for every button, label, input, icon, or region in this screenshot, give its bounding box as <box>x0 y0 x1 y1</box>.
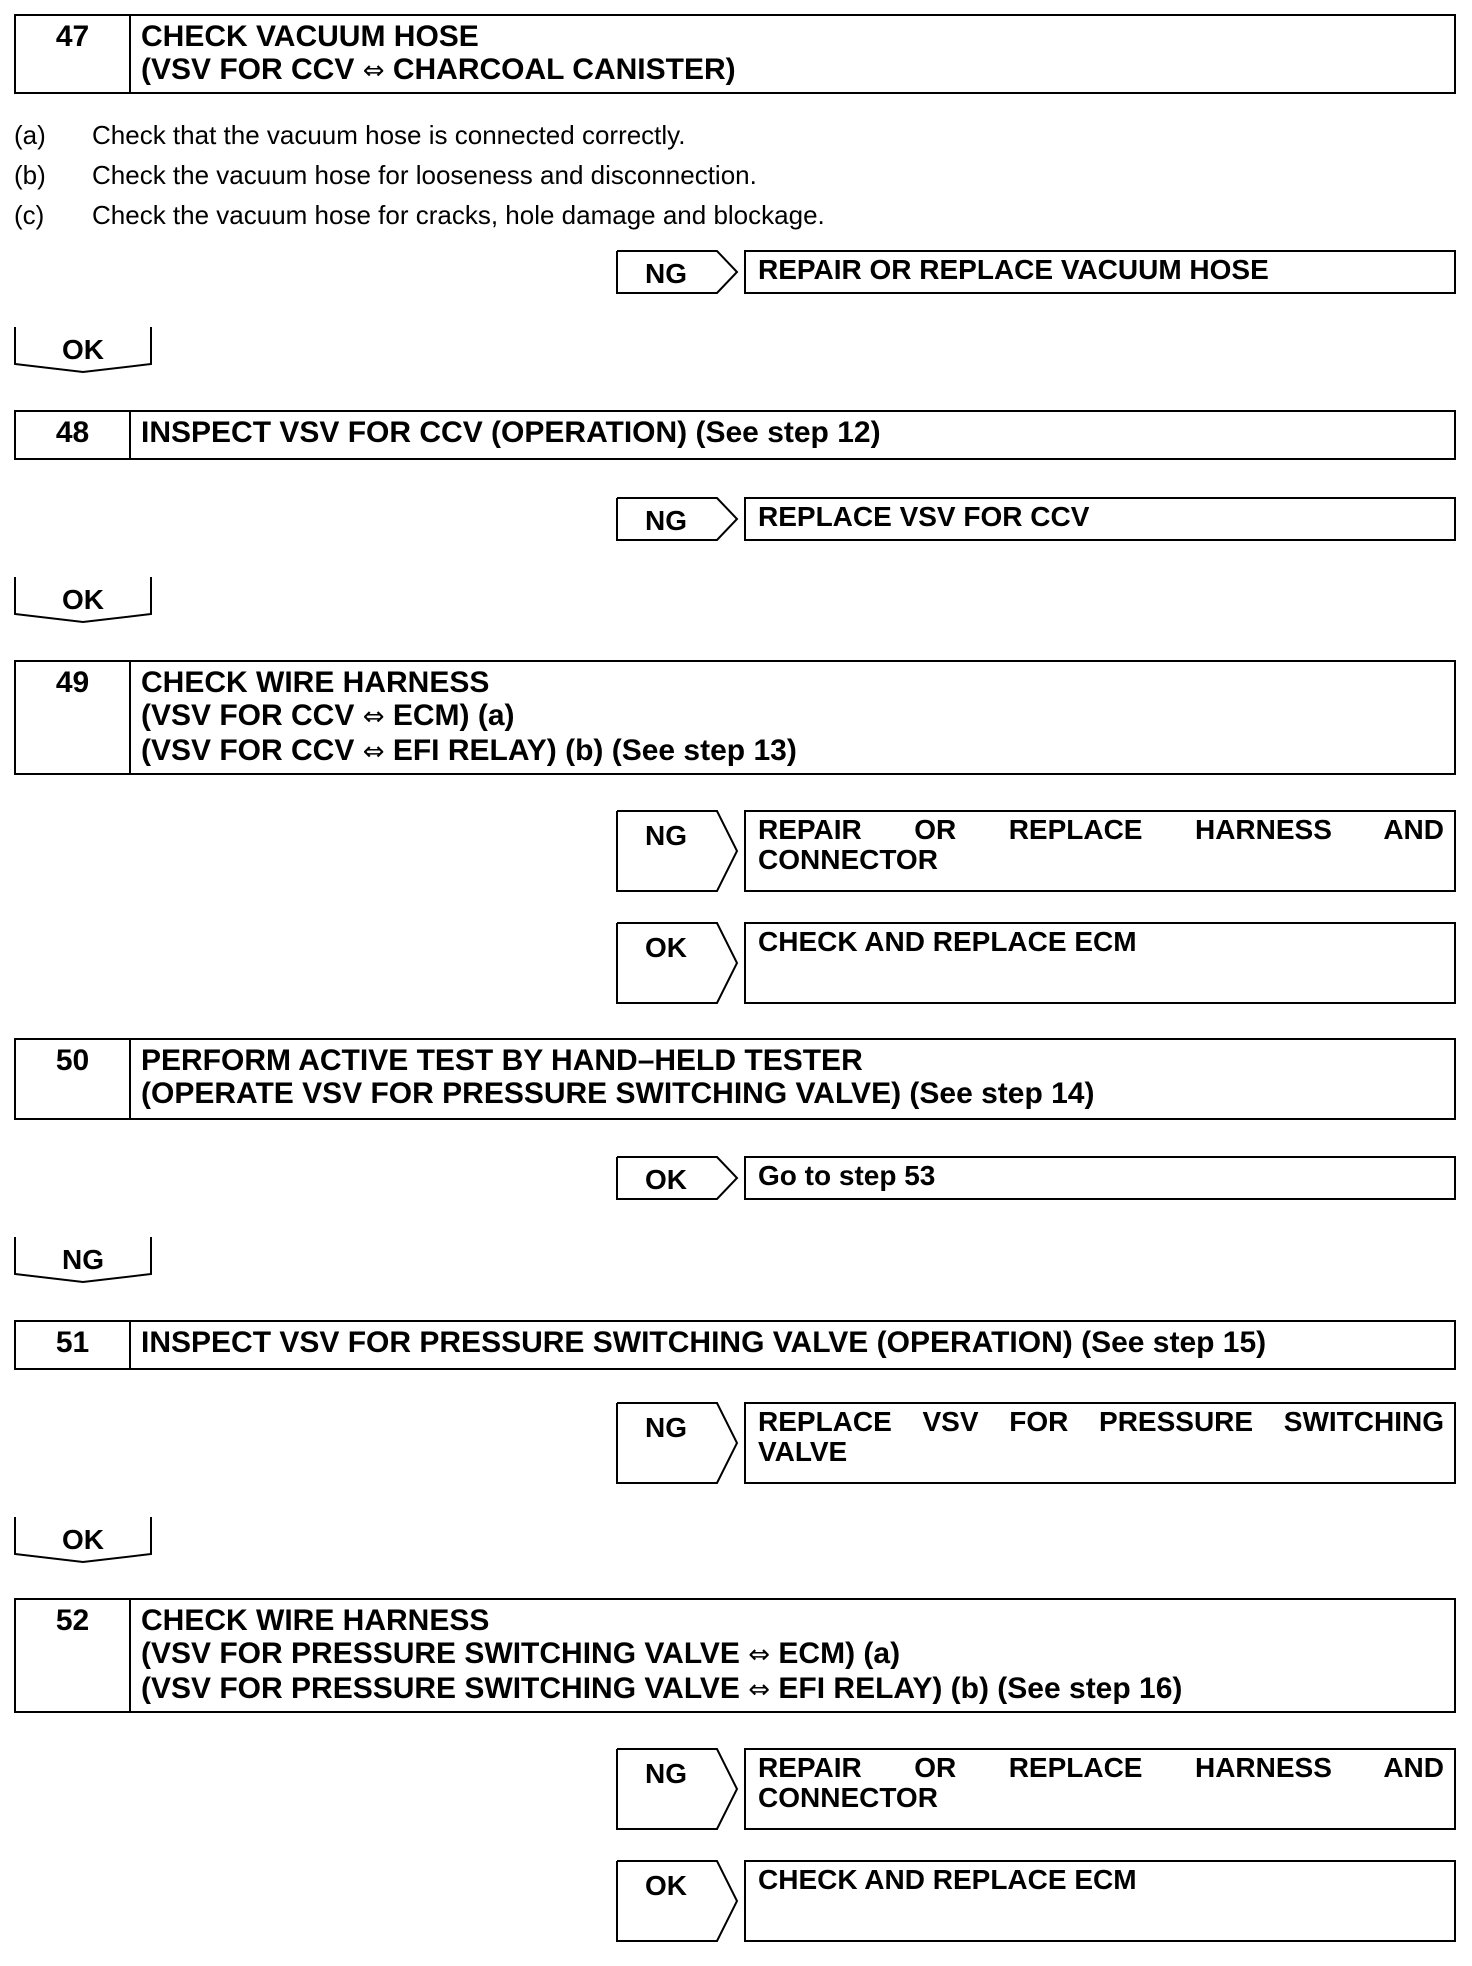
step-title-line: (VSV FOR PRESSURE SWITCHING VALVE ⇔ EFI RELAY) (b) (See step 16) <box>141 1672 1183 1705</box>
step-title-line: INSPECT VSV FOR CCV (OPERATION) (See step 12) <box>141 416 881 449</box>
ok-tag: OK <box>616 1156 739 1198</box>
ng-result: REPLACE VSV FOR PRESSURE SWITCHING VALVE <box>744 1402 1456 1484</box>
ok-result: CHECK AND REPLACE ECM <box>744 922 1456 1004</box>
instruction-a: (a) Check that the vacuum hose is connected correctly. <box>14 120 686 150</box>
double-arrow-icon: ⇔ <box>362 56 385 86</box>
ok-tag: OK <box>616 1860 739 1942</box>
step-number: 48 <box>16 412 131 458</box>
step-50-box <box>14 1038 1456 1120</box>
ng-tag: NG <box>616 1748 739 1830</box>
step-49-box <box>14 660 1456 775</box>
instruction-c: (c) Check the vacuum hose for cracks, hole damage and blockage. <box>14 200 825 230</box>
ok-down-tag: OK <box>14 1516 152 1562</box>
step-title <box>131 1040 1094 1118</box>
ok-tag: OK <box>616 922 739 1004</box>
ok-result: Go to step 53 <box>744 1156 1456 1200</box>
step-title-line: CHECK WIRE HARNESS <box>141 666 490 699</box>
ng-result: REPAIR OR REPLACE HARNESS AND CONNECTOR <box>744 810 1456 892</box>
step-number: 49 <box>16 662 131 773</box>
double-arrow-icon: ⇔ <box>362 737 385 767</box>
step-title-line: (VSV FOR CCV ⇔ CHARCOAL CANISTER) <box>141 53 736 86</box>
step-47-box <box>14 14 1456 94</box>
step-52-box <box>14 1598 1456 1713</box>
double-arrow-icon: ⇔ <box>362 702 385 732</box>
step-number: 52 <box>16 1600 131 1711</box>
ng-down-tag: NG <box>14 1236 152 1282</box>
step-title-line: (VSV FOR CCV ⇔ ECM) (a) <box>141 699 515 732</box>
step-title-line: CHECK WIRE HARNESS <box>141 1604 490 1637</box>
ng-result: REPLACE VSV FOR CCV <box>744 497 1456 541</box>
double-arrow-icon: ⇔ <box>748 1675 771 1705</box>
ng-tag: NG <box>616 810 739 892</box>
step-title <box>131 412 881 458</box>
ok-down-tag: OK <box>14 576 152 622</box>
step-48-box <box>14 410 1456 460</box>
ng-tag: NG <box>616 497 739 539</box>
step-title <box>131 16 736 92</box>
ng-result: REPAIR OR REPLACE VACUUM HOSE <box>744 250 1456 294</box>
ng-tag: NG <box>616 250 739 292</box>
instruction-b: (b) Check the vacuum hose for looseness and disconnection. <box>14 160 757 190</box>
ok-down-tag: OK <box>14 326 152 372</box>
step-number: 47 <box>16 16 131 92</box>
step-title-line: CHECK VACUUM HOSE <box>141 20 479 53</box>
step-title-line: INSPECT VSV FOR PRESSURE SWITCHING VALVE (OPERATION) (See step 15) <box>141 1326 1267 1359</box>
step-title-line: (VSV FOR CCV ⇔ EFI RELAY) (b) (See step 13) <box>141 734 797 767</box>
step-title-line: (OPERATE VSV FOR PRESSURE SWITCHING VALVE) (See step 14) <box>141 1077 1095 1110</box>
step-number: 50 <box>16 1040 131 1118</box>
step-title-line: (VSV FOR PRESSURE SWITCHING VALVE ⇔ ECM) (a) <box>141 1637 901 1670</box>
step-title <box>131 1600 1182 1711</box>
ng-result: REPAIR OR REPLACE HARNESS AND CONNECTOR <box>744 1748 1456 1830</box>
step-51-box <box>14 1320 1456 1370</box>
double-arrow-icon: ⇔ <box>748 1640 771 1670</box>
ok-result: CHECK AND REPLACE ECM <box>744 1860 1456 1942</box>
ng-tag: NG <box>616 1402 739 1484</box>
step-number: 51 <box>16 1322 131 1368</box>
step-title <box>131 662 797 773</box>
step-title <box>131 1322 1266 1368</box>
step-title-line: PERFORM ACTIVE TEST BY HAND–HELD TESTER <box>141 1044 863 1077</box>
